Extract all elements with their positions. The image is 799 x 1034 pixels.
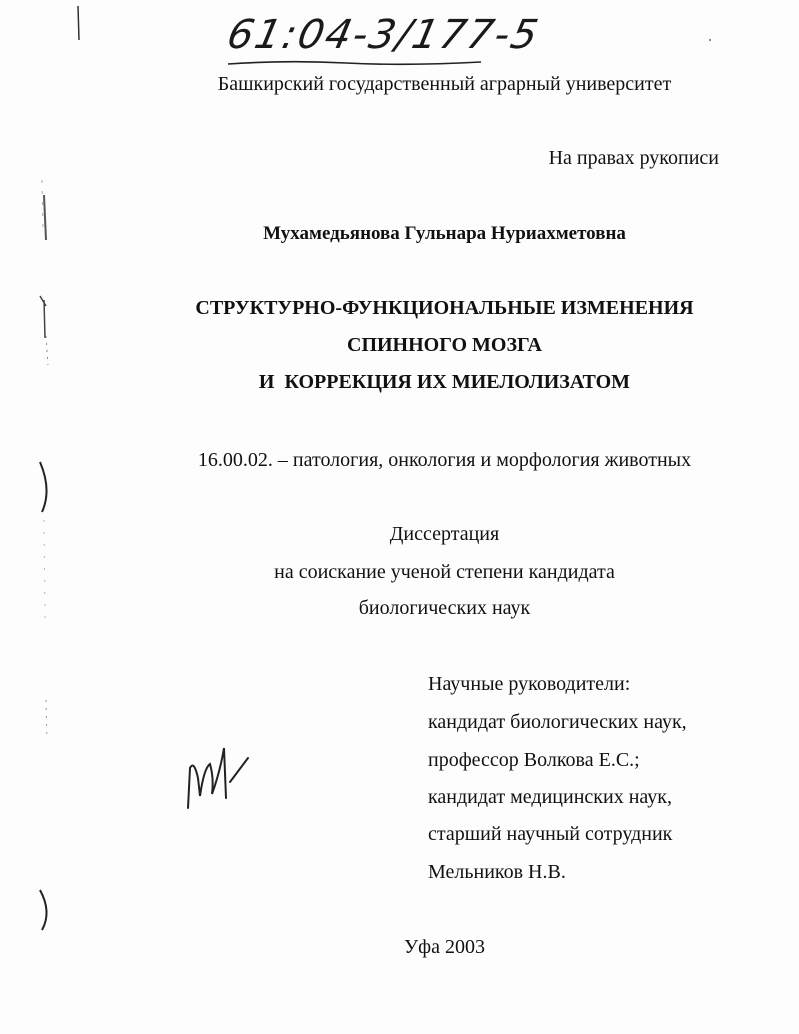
dissertation-line: Диссертация <box>389 523 500 545</box>
supervisors-heading: Научные руководители: <box>428 673 631 695</box>
scan-noise <box>700 30 720 60</box>
title-line: СТРУКТУРНО-ФУНКЦИОНАЛЬНЫЕ ИЗМЕНЕНИЯ <box>195 297 694 319</box>
dissertation-line: биологических наук <box>358 597 531 619</box>
title-line: И КОРРЕКЦИЯ ИХ МИЕЛОЛИЗАТОМ <box>258 371 631 393</box>
supervisor-line: кандидат биологических наук, <box>428 711 687 733</box>
supervisor-line: старший научный сотрудник <box>428 823 673 845</box>
dissertation-line: на соискание ученой степени кандидата <box>274 561 615 583</box>
rights-note: На правах рукописи <box>548 147 719 169</box>
scan-mark <box>72 4 84 44</box>
supervisor-line: кандидат медицинских наук, <box>428 786 672 808</box>
handwritten-call-number: 61:04-3/177-5 <box>223 12 544 58</box>
author-name: Мухамедьянова Гульнара Нуриахметовна <box>263 223 626 244</box>
handwritten-signature <box>180 738 260 818</box>
city-year: Уфа 2003 <box>404 936 485 958</box>
supervisor-line: профессор Волкова Е.С.; <box>428 749 640 771</box>
supervisor-line: Мельников Н.В. <box>428 861 566 883</box>
call-number-underline <box>226 58 486 68</box>
title-line: СПИННОГО МОЗГА <box>347 334 542 356</box>
university-name: Башкирский государственный аграрный университет <box>217 73 672 95</box>
specialty-code: 16.00.02. – патология, онкология и морфология животных <box>197 449 692 471</box>
